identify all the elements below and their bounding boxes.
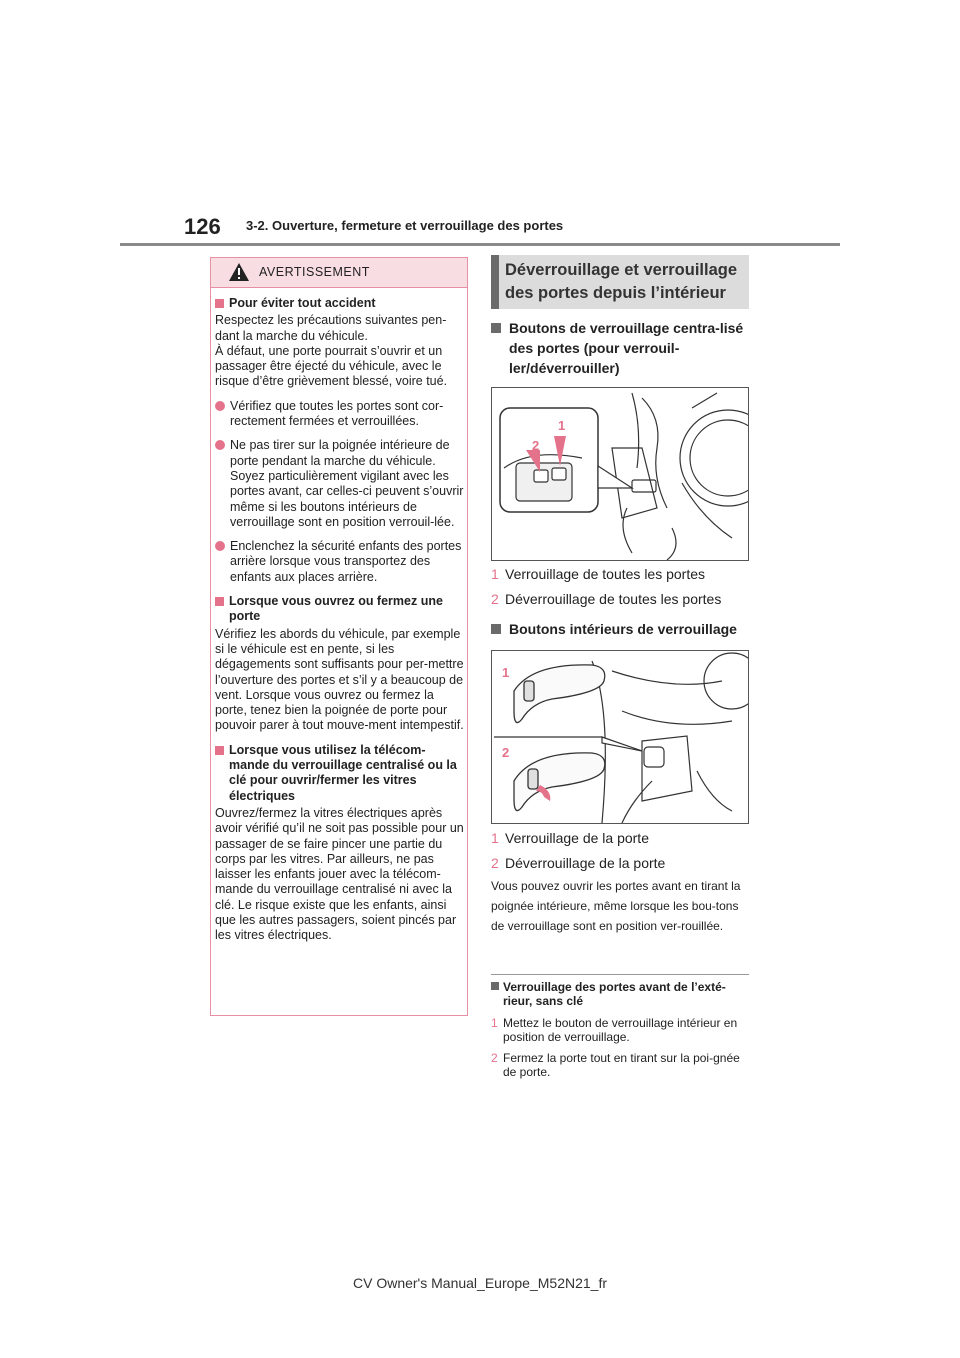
circle-bullet-icon [215,440,225,450]
list-item: 2 Déverrouillage de la porte [491,855,666,871]
square-bullet-icon [215,746,224,755]
list-item: 1 Verrouillage de la porte [491,830,649,846]
list-item: 1 Verrouillage de toutes les portes [491,566,706,582]
warning-heading-remote: Lorsque vous utilisez la télécom-mande du verrouillage centralisé ou la clé pour ouvrir/fermer les vitres électriques [215,743,465,804]
square-bullet-icon [491,624,501,634]
central-lock-illustration [491,387,749,561]
section-heading-text: Déverrouillage et verrouillage des portes depuis l’intérieur [505,261,738,302]
svg-text:2: 2 [502,745,510,760]
step-item: 2 Fermez la porte tout en tirant sur la poi-gnée de porte. [491,1051,740,1079]
subheading-lock-without-key: Verrouillage des portes avant de l’exté-rieur, sans clé [491,980,749,1008]
warning-heading-door: Lorsque vous ouvrez ou fermez une porte [215,594,465,625]
header-divider [120,243,840,246]
square-bullet-icon [491,982,499,990]
central-lock-drawing [492,388,748,560]
warning-body [215,296,465,953]
square-bullet-icon [215,597,224,606]
list-item: 2 Déverrouillage de toutes les portes [491,591,722,607]
warning-title: AVERTISSEMENT [259,265,370,279]
warning-header [211,258,467,288]
section-heading [491,255,749,309]
warning-text: Respectez les précautions suivantes pen-dant la marche du véhicule. À défaut, une porte pourrait s’ouvrir et un passager être éjecté du véhicule, avec le risque d’être grièvement blessé, voire tué. [215,313,448,389]
subheading-interior-lock: Boutons intérieurs de verrouillage [491,619,749,639]
square-bullet-icon [491,323,501,333]
warning-heading-accident: Pour éviter tout accident [215,296,465,311]
divider [491,974,749,975]
warning-box [210,257,468,1016]
page-number: 126 [184,214,221,239]
interior-lock-note: Vous pouvez ouvrir les portes avant en tirant la poignée intérieure, même lorsque les bou-tons de verrouillage sont en position ver-rouillée. [491,879,741,933]
subheading-central-lock: Boutons de verrouillage centra-lisé des portes (pour verrouil-ler/déverrouiller) [491,318,749,378]
warning-bullet: Ne pas tirer sur la poignée intérieure de porte pendant la marche du véhicule. Soyez particulièrement vigilant avec les portes avant, car celles-ci peuvent s’ouvrir même si les boutons intérieurs de verrouillage sont en position verrouil-lée. [215,438,465,530]
warning-triangle-icon [228,262,250,282]
footer-manual-id: CV Owner's Manual_Europe_M52N21_fr [352,1275,608,1291]
svg-text:1: 1 [502,665,510,680]
section-title: 3-2. Ouverture, fermeture et verrouillage des portes [246,218,564,233]
circle-bullet-icon [215,541,225,551]
interior-lock-drawing [492,651,748,823]
svg-text:1: 1 [558,418,566,433]
circle-bullet-icon [215,401,225,411]
heading-accent-bar [491,255,499,309]
warning-bullet: Vérifiez que toutes les portes sont cor-rectement fermées et verrouillées. [215,399,465,430]
warning-text: Vérifiez les abords du véhicule, par exemple si le véhicule est en pente, si les dégagements sont suffisants pour per-mettre l’ouverture des portes et s’il y a beaucoup de vent. Lorsque vous ouvrez ou fermez la porte, tenez bien la poignée de porte pour pouvoir parer à tout mouve-ment intempestif. [215,626,464,733]
svg-text:2: 2 [532,438,540,453]
interior-lock-illustration [491,650,749,824]
step-item: 1 Mettez le bouton de verrouillage intérieur en position de verrouillage. [491,1016,738,1044]
warning-text: Ouvrez/fermez la vitres électriques après avoir vérifié qu’il ne soit pas possible pour un passager de se faire pincer une partie du corps par les vitres. Par ailleurs, ne pas laisser les enfants jouer avec la télécom-mande du verrouillage centralisé ni avec la clé. Le risque existe que les enfants, ainsi que les autres passagers, soient pincés par les vitres électriques. [215,805,464,943]
warning-bullet: Enclenchez la sécurité enfants des portes arrière lorsque vous transportez des enfants aux places arrière. [215,539,465,585]
square-bullet-icon [215,299,224,308]
